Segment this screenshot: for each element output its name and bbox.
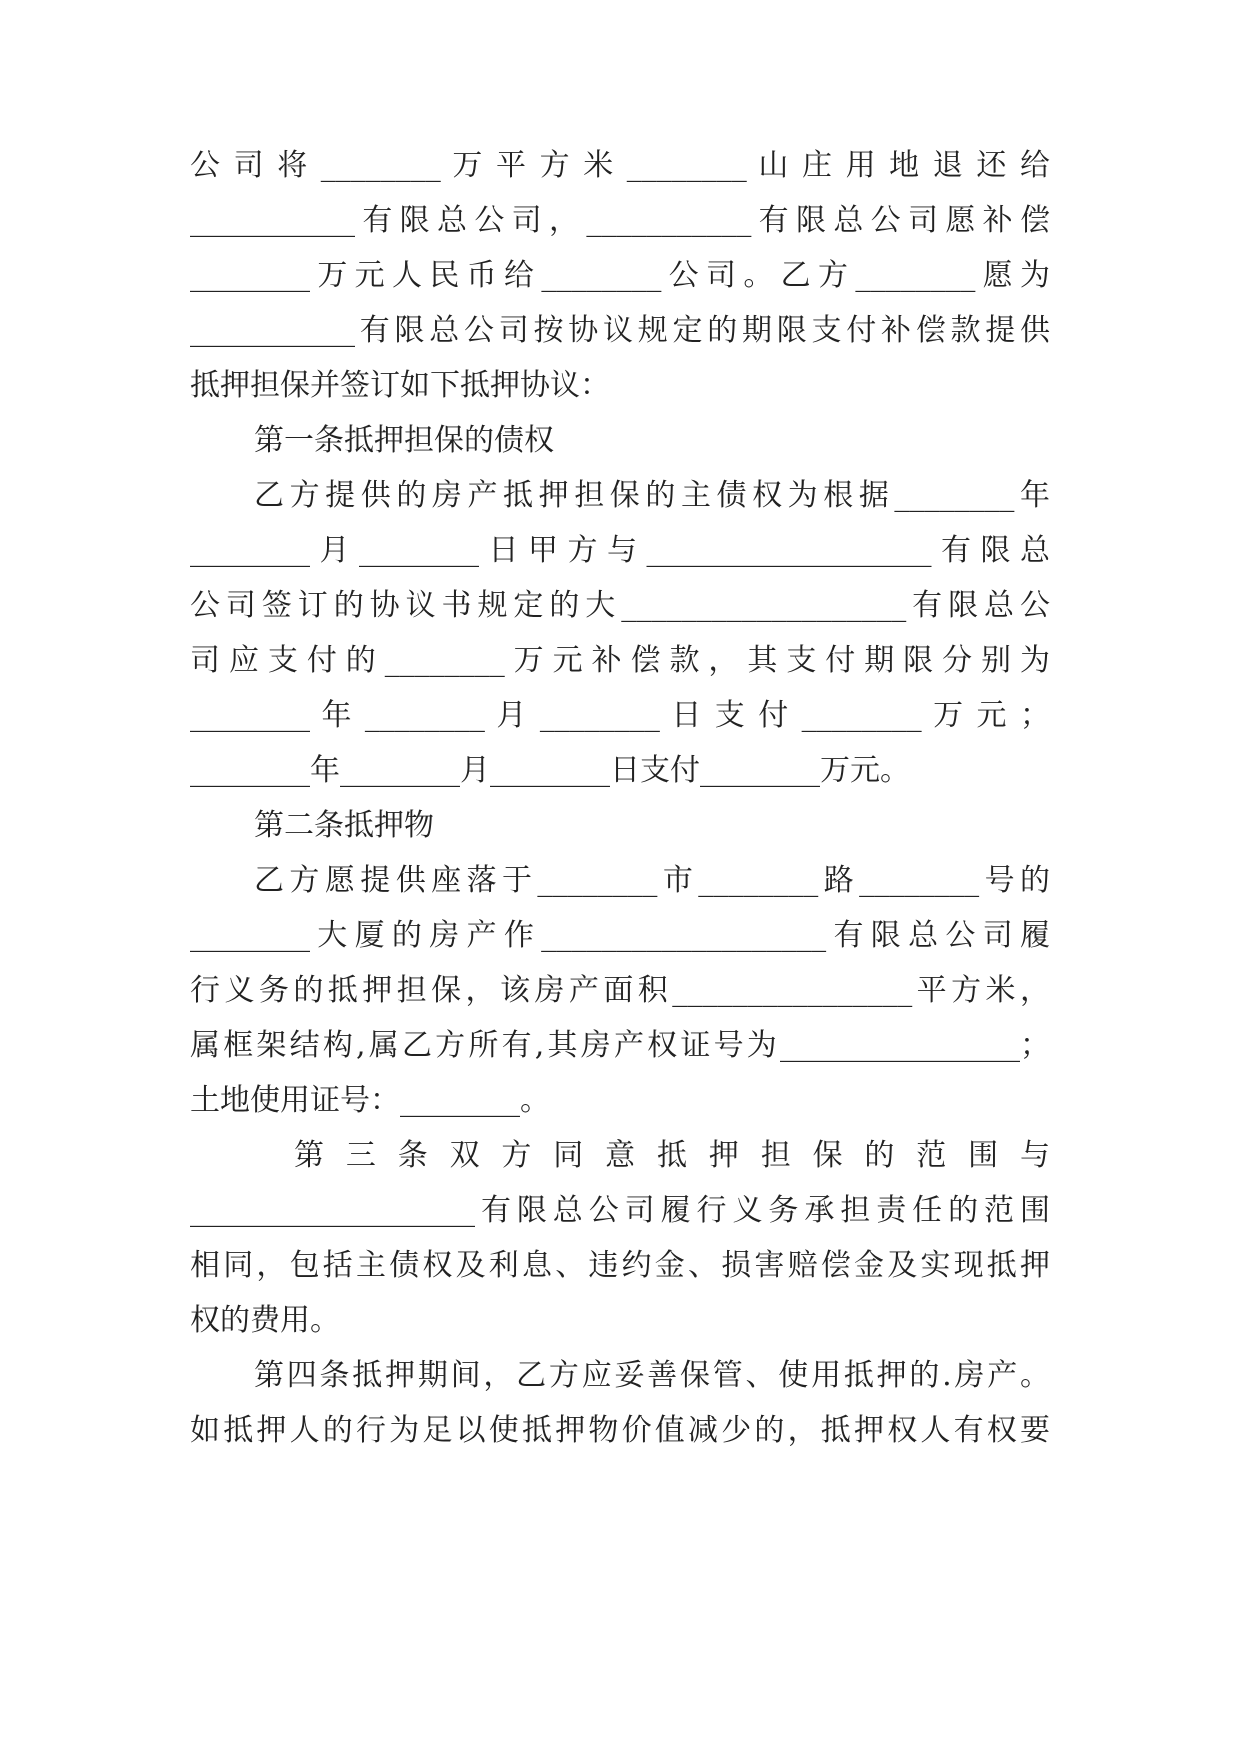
text-line: ___________有限总公司按协议规定的期限支付补偿款提供 [190,313,1050,348]
text-line: 如抵押人的行为足以使抵押物价值减少的，抵押权人有权要 [190,1413,1050,1448]
text-line: ________万元人民币给________公司。乙方________愿为 [190,258,1050,293]
text-line: ________月________日甲方与___________________有限总 [190,533,1050,568]
text-line: 公司签订的协议书规定的大___________________有限总公 [190,588,1050,623]
text-line: 乙方提供的房产抵押担保的主债权为根据________年 [254,478,1050,513]
section-heading: 第四条抵押期间，乙方应妥善保管、使用抵押的.房产。 [254,1358,1050,1393]
text-line: 相同，包括主债权及利息、违约金、损害赔偿金及实现抵押 [190,1248,1050,1283]
section-heading: 第一条抵押担保的债权 [254,423,554,458]
text-line: ___________有限总公司，___________有限总公司愿补偿 [190,203,1050,238]
section-heading: 第 三 条 双 方 同 意 抵 押 担 保 的 范 围 与 [294,1138,1050,1173]
text-line: 抵押担保并签订如下抵押协议： [190,368,610,403]
text-line: 公 司 将 ________ 万 平 方 米 ________ 山 庄 用 地 退 还 给 [190,148,1050,183]
text-line: ___________________有限总公司履行义务承担责任的范围 [190,1193,1050,1228]
text-line: ________大厦的房产作___________________有限总公司履 [190,918,1050,953]
text-line: ________年________月________日支付________万元。 [190,753,910,788]
text-line: 权的费用。 [190,1303,340,1338]
text-line: ________ 年 ________ 月 ________ 日 支 付 ________ 万 元 ； [190,698,1050,733]
text-line: 乙方愿提供座落于________市________路________号的 [254,863,1050,898]
section-heading: 第二条抵押物 [254,808,434,843]
text-line: 司应支付的________万元补偿款，其支付期限分别为 [190,643,1050,678]
text-line: 属框架结构,属乙方所有,其房产权证号为________________； [190,1028,1050,1063]
text-line: 行义务的抵押担保，该房产面积________________平方米， [190,973,1050,1008]
text-line: 土地使用证号：________。 [190,1083,550,1118]
